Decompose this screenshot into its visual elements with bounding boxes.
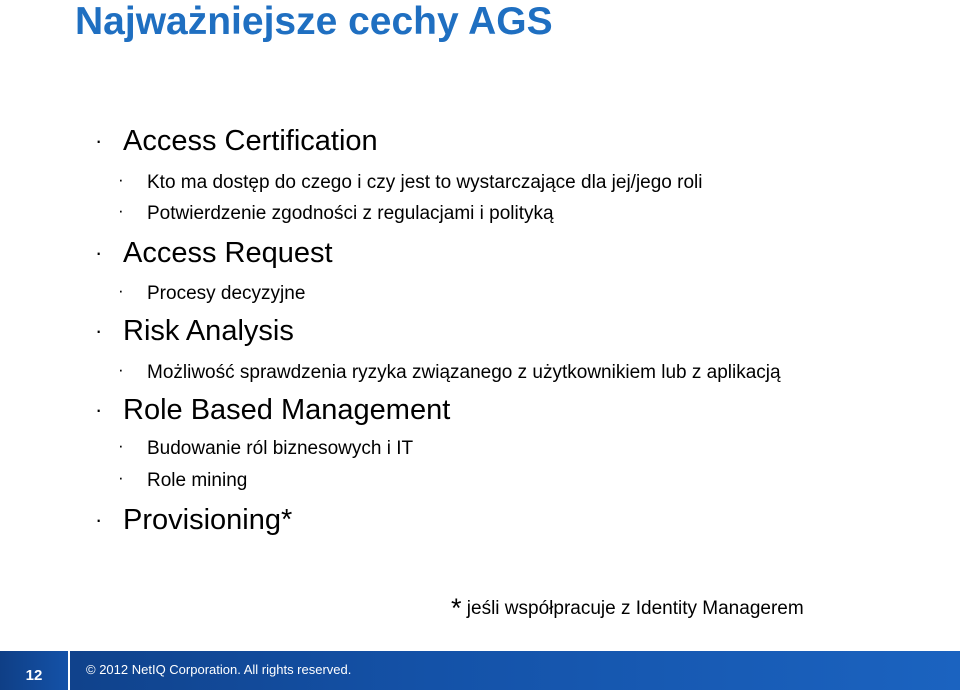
bullet-icon: · bbox=[118, 468, 124, 487]
heading-text: Provisioning* bbox=[123, 504, 293, 536]
bullet-icon: · bbox=[95, 128, 103, 153]
footnote-text: jeśli współpracuje z Identity Managerem bbox=[461, 598, 804, 619]
bullet-heading-risk-analysis bbox=[95, 314, 294, 348]
heading-text: Access Request bbox=[123, 237, 333, 269]
sub-bullet-text: Potwierdzenie zgodności z regulacjami i polityką bbox=[147, 203, 554, 224]
sub-bullet-item bbox=[118, 468, 248, 492]
bullet-icon: · bbox=[118, 201, 124, 220]
page-number: 12 bbox=[25, 667, 43, 684]
heading-text: Risk Analysis bbox=[123, 315, 294, 347]
bullet-heading-provisioning bbox=[95, 503, 293, 537]
bullet-heading-role-based-management bbox=[95, 393, 451, 427]
heading-text: Access Certification bbox=[123, 125, 378, 157]
sub-bullet-text: Możliwość sprawdzenia ryzyka związanego z użytkownikiem lub z aplikacją bbox=[147, 362, 781, 383]
sub-bullet-item bbox=[118, 281, 306, 305]
sub-bullet-item bbox=[118, 436, 414, 460]
copyright-notice: © 2012 NetIQ Corporation. All rights reserved. bbox=[86, 662, 352, 677]
sub-bullet-text: Budowanie ról biznesowych i IT bbox=[147, 438, 414, 459]
bullet-icon: · bbox=[95, 318, 103, 343]
bullet-icon: · bbox=[95, 397, 103, 422]
sub-bullet-text: Kto ma dostęp do czego i czy jest to wystarczające dla jej/jego roli bbox=[147, 172, 703, 193]
bullet-icon: · bbox=[95, 240, 103, 265]
slide-title: Najważniejsze cechy AGS bbox=[75, 0, 553, 43]
sub-bullet-item bbox=[118, 201, 554, 225]
sub-bullet-item bbox=[118, 360, 781, 384]
sub-bullet-text: Procesy decyzyjne bbox=[147, 283, 306, 304]
footnote bbox=[451, 595, 804, 622]
bullet-icon: · bbox=[118, 170, 124, 189]
bullet-icon: · bbox=[118, 281, 124, 300]
footnote-asterisk: * bbox=[451, 593, 462, 623]
page-number-box bbox=[0, 651, 70, 690]
sub-bullet-item bbox=[118, 170, 703, 194]
sub-bullet-text: Role mining bbox=[147, 470, 248, 491]
footer-bar bbox=[0, 651, 960, 690]
heading-text: Role Based Management bbox=[123, 394, 451, 426]
bullet-heading-access-request bbox=[95, 236, 333, 270]
bullet-icon: · bbox=[95, 507, 103, 532]
bullet-heading-access-certification bbox=[95, 124, 378, 158]
bullet-icon: · bbox=[118, 360, 124, 379]
bullet-icon: · bbox=[118, 436, 124, 455]
